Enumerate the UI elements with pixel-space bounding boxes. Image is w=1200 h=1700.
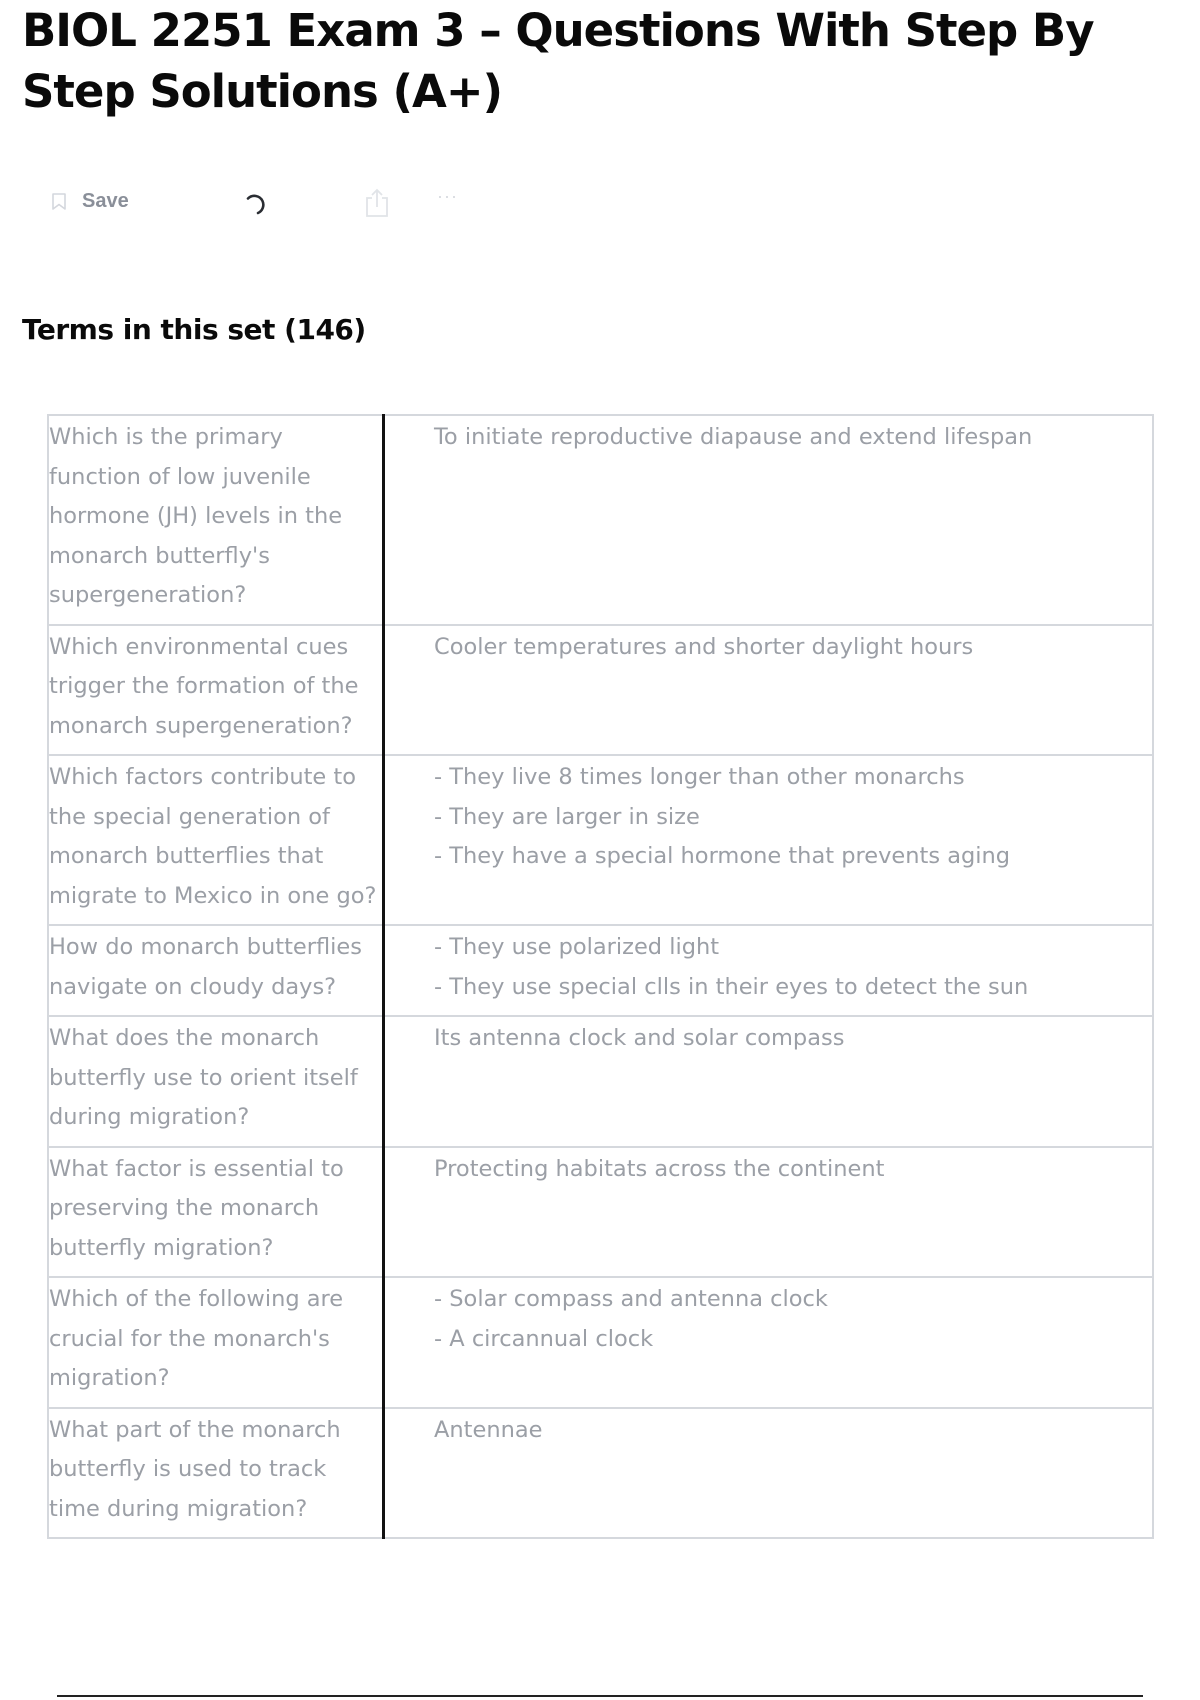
term-row <box>48 1016 1153 1147</box>
loading-spinner-icon <box>242 192 268 218</box>
definition-line: - They use special clls in their eyes to detect the sun <box>434 973 1029 1000</box>
definition-line: - They are larger in size <box>434 803 700 830</box>
term-definition <box>384 1147 1154 1278</box>
term-definition <box>384 1277 1154 1408</box>
terms-table <box>47 414 1154 1539</box>
term-definition <box>384 1408 1154 1539</box>
definition-line: Antennae <box>434 1416 543 1443</box>
definition-line: Protecting habitats across the continent <box>434 1155 885 1182</box>
term-row <box>48 925 1153 1016</box>
term-definition <box>384 1016 1154 1147</box>
term-definition <box>384 625 1154 756</box>
term-row <box>48 1408 1153 1539</box>
definition-line: - Solar compass and antenna clock <box>434 1286 828 1312</box>
definition-line: - They live 8 times longer than other monarchs <box>434 764 965 790</box>
toolbar <box>52 186 512 222</box>
bottom-divider <box>57 1695 1143 1697</box>
definition-line: - A circannual clock <box>434 1325 654 1352</box>
more-options-icon[interactable]: ··· <box>437 186 458 206</box>
definition-line: Cooler temperatures and shorter daylight hours <box>434 633 974 660</box>
definition-line: - They have a special hormone that prevents aging <box>434 843 1011 869</box>
term-question: What factor is essential to preserving the monarch butterfly migration? <box>48 1147 384 1278</box>
term-question: Which factors contribute to the special generation of monarch butterflies that migrate to Mexico in one go? <box>48 755 384 925</box>
term-row <box>48 1147 1153 1278</box>
term-definition <box>384 415 1154 625</box>
term-question: What part of the monarch butterfly is used to track time during migration? <box>48 1408 384 1539</box>
terms-count-heading: Terms in this set (146) <box>22 313 366 346</box>
term-question: Which environmental cues trigger the formation of the monarch supergeneration? <box>48 625 384 756</box>
definition-line: To initiate reproductive diapause and extend lifespan <box>434 424 1033 450</box>
save-label: Save <box>82 190 129 212</box>
definition-line: - They use polarized light <box>434 934 720 960</box>
definition-line: Its antenna clock and solar compass <box>434 1025 845 1051</box>
term-question: How do monarch butterflies navigate on cloudy days? <box>48 925 384 1016</box>
term-row <box>48 755 1153 925</box>
term-question: Which of the following are crucial for the monarch's migration? <box>48 1277 384 1408</box>
save-button[interactable] <box>52 190 129 213</box>
term-definition <box>384 755 1154 925</box>
term-row <box>48 415 1153 625</box>
term-row <box>48 625 1153 756</box>
page-title: BIOL 2251 Exam 3 – Questions With Step By Step Solutions (A+) <box>22 4 1094 118</box>
term-question: What does the monarch butterfly use to orient itself during migration? <box>48 1016 384 1147</box>
term-definition <box>384 925 1154 1016</box>
term-question: Which is the primary function of low juvenile hormone (JH) levels in the monarch butterfly's supergeneration? <box>48 415 384 625</box>
bookmark-icon <box>52 193 66 210</box>
term-row <box>48 1277 1153 1408</box>
share-icon[interactable] <box>364 188 390 218</box>
